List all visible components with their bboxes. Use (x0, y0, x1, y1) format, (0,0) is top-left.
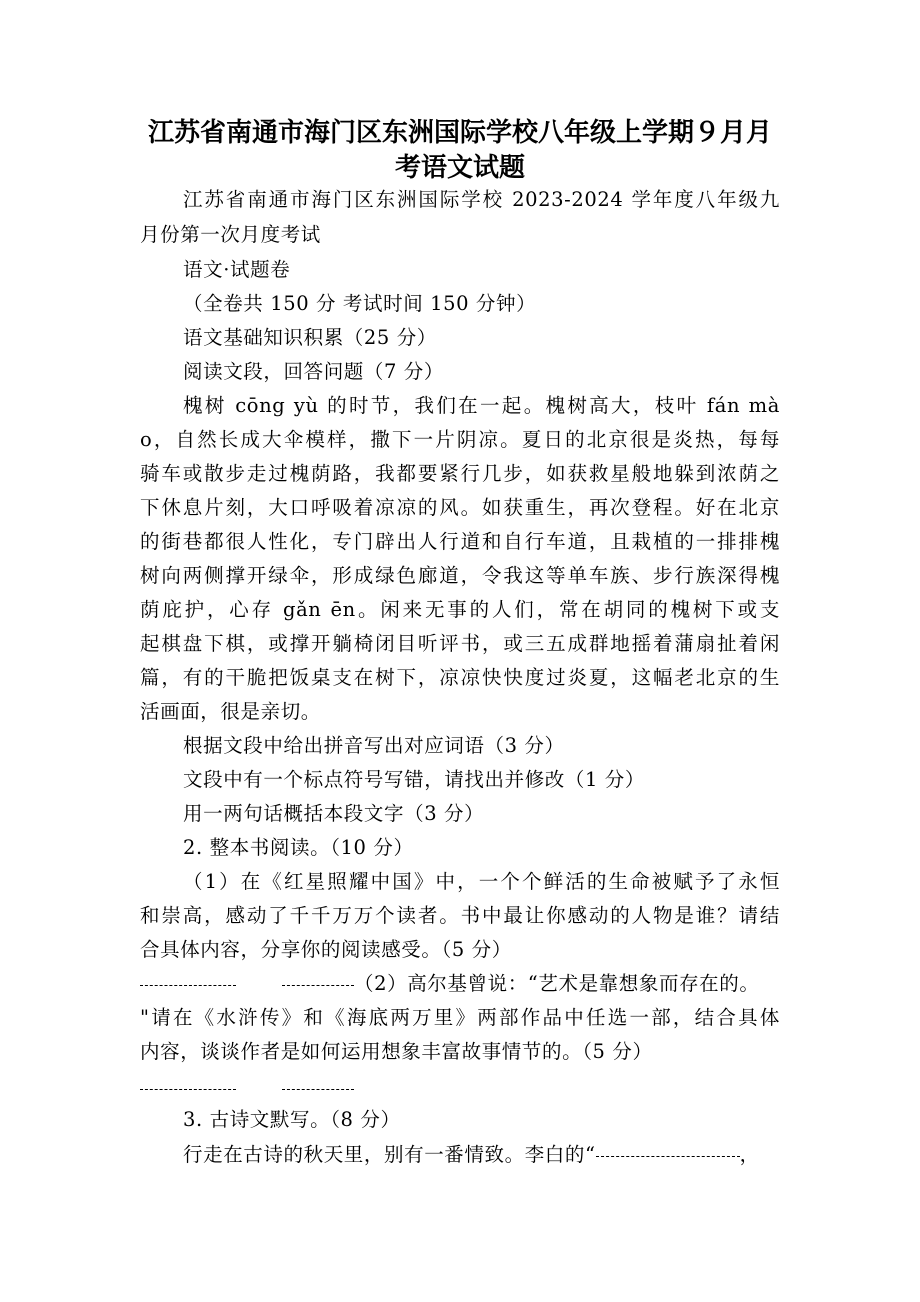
passage-line: o，自然长成大伞模样，撒下一片阴凉。夏日的北京很是炎热，每每 (140, 428, 780, 451)
passage-line: 下休息片刻，大口呼吸着凉凉的风。如获重生，再次登程。好在北京 (140, 496, 780, 519)
section-heading-book-reading: 2. 整本书阅读。（10 分） (183, 836, 414, 859)
question-summary: 用一两句话概括本段文字（3 分） (183, 802, 485, 825)
reading-instruction: 阅读文段，回答问题（7 分） (183, 360, 445, 383)
exam-header-line-1: 江苏省南通市海门区东洲国际学校 2023-2024 学年度八年级九 (183, 188, 780, 211)
passage-line: 起棋盘下棋，或撑开躺椅闭目听评书，或三五成群地摇着蒲扇扯着闲 (140, 632, 780, 655)
question-text-line: 合具体内容，分享你的阅读感受。（5 分） (140, 938, 512, 961)
passage-line: 树向两侧撑开绿伞，形成绿色廊道，令我这等单车族、步行族深得槐 (140, 564, 780, 587)
passage-line: 荫庇护，心存 gǎn ēn。闲来无事的人们，常在胡同的槐树下或支 (140, 598, 780, 621)
answer-blank-row (140, 967, 759, 1001)
section-heading-basics: 语文基础知识积累（25 分） (183, 326, 437, 349)
question-text-line: 内容，谈谈作者是如何运用想象丰富故事情节的。（5 分） (140, 1040, 653, 1063)
comma: ， (739, 1143, 760, 1166)
question-pinyin: 根据文段中给出拼音写出对应词语（3 分） (183, 734, 565, 757)
question-punctuation: 文段中有一个标点符号写错，请找出并修改（1 分） (183, 768, 646, 791)
question-text-line: （1）在《红星照耀中国》中，一个个鲜活的生命被赋予了永恒 (183, 870, 780, 893)
answer-blank[interactable] (140, 984, 236, 986)
question-text-line: 和崇高，感动了千千万万个读者。书中最让你感动的人物是谁？请结 (140, 904, 780, 927)
exam-info: （全卷共 150 分 考试时间 150 分钟） (183, 292, 537, 315)
exam-header-line-2: 月份第一次月度考试 (140, 223, 321, 246)
passage-line: 的街巷都很人性化，专门辟出人行道和自行车道，且栽植的一排排槐 (140, 530, 780, 553)
answer-blank-row (140, 1071, 354, 1105)
passage-line: 骑车或散步走过槐荫路，我都要紧行几步，如获救星般地躲到浓荫之 (140, 462, 780, 485)
document-title-line-2: 考语文试题 (394, 153, 525, 183)
question-text-line: （2）高尔基曾说：“艺术是靠想象而存在的。 (354, 972, 760, 995)
poetry-question-line (183, 1138, 760, 1172)
passage-line: 篇，有的干脆把饭桌支在树下，凉凉快快度过炎夏，这幅老北京的生 (140, 666, 780, 689)
question-text-line: "请在《水浒传》和《海底两万里》两部作品中任选一部，结合具体 (140, 1006, 780, 1029)
answer-blank[interactable] (282, 1088, 354, 1090)
passage-line: 活画面，很是亲切。 (140, 700, 321, 723)
answer-blank[interactable] (596, 1155, 740, 1157)
document-title-line-1: 江苏省南通市海门区东洲国际学校八年级上学期９月月 (147, 118, 772, 148)
passage-line: 槐树 cōng yù 的时节，我们在一起。槐树高大，枝叶 fán mà (183, 394, 780, 417)
paper-subtitle: 语文·试题卷 (183, 258, 291, 281)
section-heading-poetry: 3. 古诗文默写。（8 分） (183, 1108, 401, 1131)
answer-blank[interactable] (140, 1088, 236, 1090)
question-text-line: 行走在古诗的秋天里，别有一番情致。李白的“ (183, 1143, 596, 1166)
answer-blank[interactable] (282, 984, 354, 986)
